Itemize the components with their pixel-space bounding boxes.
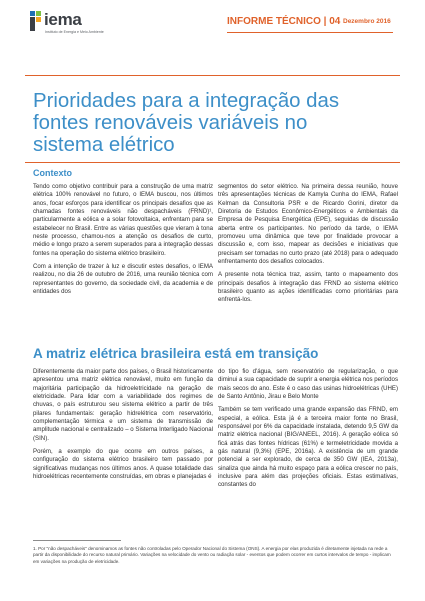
document-title: Prioridades para a integração das fontes renováveis variáveis no sistema elétrico — [33, 90, 340, 156]
report-date: Dezembro 2016 — [343, 18, 391, 25]
logo-wordmark: iema — [44, 10, 82, 29]
paragraph: A presente nota técnica traz, assim, tanto o mapeamento dos principais desafios à integração das FRND ao sistema elétrico brasileiro quanto as ações identificadas como prioritárias para enfrentá-los. — [218, 271, 398, 304]
title-divider-bottom — [25, 162, 400, 163]
paragraph: Também se tem verificado uma grande expansão das FRND, em especial, a eólica. Esta já é a terceira maior fonte no Brasil, responsável por 6% da capacidade instalada, detendo 9,5 GW da matriz elétrica nacional (BIG/ANEEL, 2016). A geração eólica só ficá atrás das fontes hídricas (61%) e termeletricidade movida a gás natural (9,3%) (EPE, 2016a). A existência de um grande potencial a ser explorado, de cerca de 350 GW (IEA, 2013a), sinaliza que ainda há muito espaço para a eólica crescer no país, inclusive para além das projeções oficiais. Estas estimativas, constantes do — [218, 406, 398, 489]
matrix-column-left — [33, 368, 213, 486]
header-divider — [227, 32, 393, 33]
title-divider-top — [25, 75, 400, 76]
logo-subtitle: Instituto de Energia e Meio Ambiente — [45, 30, 104, 34]
paragraph: Tendo como objetivo contribuir para a construção de uma matriz elétrica 100% renovável no futuro, o IEMA buscou, nos últimos anos, focar esforços para identificar os principais desafios que as chamadas fontes renováveis não despacháveis (FRND)¹, particularmente a eólica e a solar fotovoltaica, enfrentam para se estabelecer no Brasil. Entre as várias questões que vieram à tona neste processo, chamou-nos a atenção os desafios de curto, médio e longo prazo a serem superados para a integração dessas fontes na operação do sistema elétrico brasileiro. — [33, 183, 213, 257]
paragraph: segmentos do setor elétrico. Na primeira dessa reunião, houve três apresentações técnicas de Kamyla Cunha do IEMA, Rafael Kelman da Consultoria PSR e de Ricardo Gorini, diretor da Diretoria de Estudos Econômico-Energéticos e Ambientais da Empresa de Pesquisa Energética (EPE), seguidas de discussão aberta entre os participantes. No período da tarde, o IEMA promoveu uma dinâmica que teve por finalidade provocar a discussão e, com isso, mapear as decisões e iniciativas que precisam ser tomadas no curto prazo (até 2018) para o adequado enfrentamento dos desafios colocados. — [218, 183, 398, 266]
paragraph: Diferentemente da maior parte dos países, o Brasil historicamente apresentou uma matriz elétrica renovável, muito em função da majoritária participação da hidroeletricidade na geração de eletricidade. Para lidar com a variabilidade dos regimes de chuvas, o país estruturou seu sistema elétrico a partir de três pilares fundamentais: geração hidrelétrica com reservatório, complementação térmica e um sistema de transmissão de amplitude nacional e centralizado – o Sistema Interligado Nacional (SIN). — [33, 368, 213, 442]
report-title: INFORME TÉCNICO | 04 — [227, 16, 341, 27]
matrix-column-right — [218, 368, 398, 495]
page-header — [0, 0, 425, 50]
paragraph: do tipo fio d'água, sem reservatório de regularização, o que diminui a sua capacidade de suprir a energia elétrica nos períodos mais secos do ano. Este é o caso das usinas hidroelétricas (UHE) de Santo Antônio, Jirau e Belo Monte — [218, 368, 398, 401]
matrix-heading: A matriz elétrica brasileira está em transição — [33, 346, 319, 361]
context-column-right — [218, 183, 398, 310]
paragraph: Com a intenção de trazer à luz e discutir estes desafios, o IEMA realizou, no dia 26 de outubro de 2016, uma reunião técnica com representantes do governo, da sociedade civil, da academia e de entidades dos — [33, 263, 213, 296]
paragraph: Porém, a exemplo do que ocorre em outros países, a configuração do sistema elétrico brasileiro tem passado por significativas mudanças nos últimos anos. A quase totalidade das hidroelétricas recentemente construídas, em obras e planejadas é — [33, 448, 213, 481]
footnote: 1. Por "não despacháveis" denominamos as fontes não controladas pelo Operador Nacional do Sistema (ONS). A energia por elas produzida é diretamente injetada na rede a partir da disponibilidade do recurso natural primário. Variações na velocidade do vento ou radiação solar - eventos que podem ocorrer em curtos intervalos de tempo - implicam em variações na produção de eletricidade. — [33, 546, 391, 564]
context-heading: Contexto — [33, 168, 72, 178]
footnote-divider — [33, 540, 121, 541]
context-column-left — [33, 183, 213, 301]
iema-logo-icon — [30, 11, 41, 31]
